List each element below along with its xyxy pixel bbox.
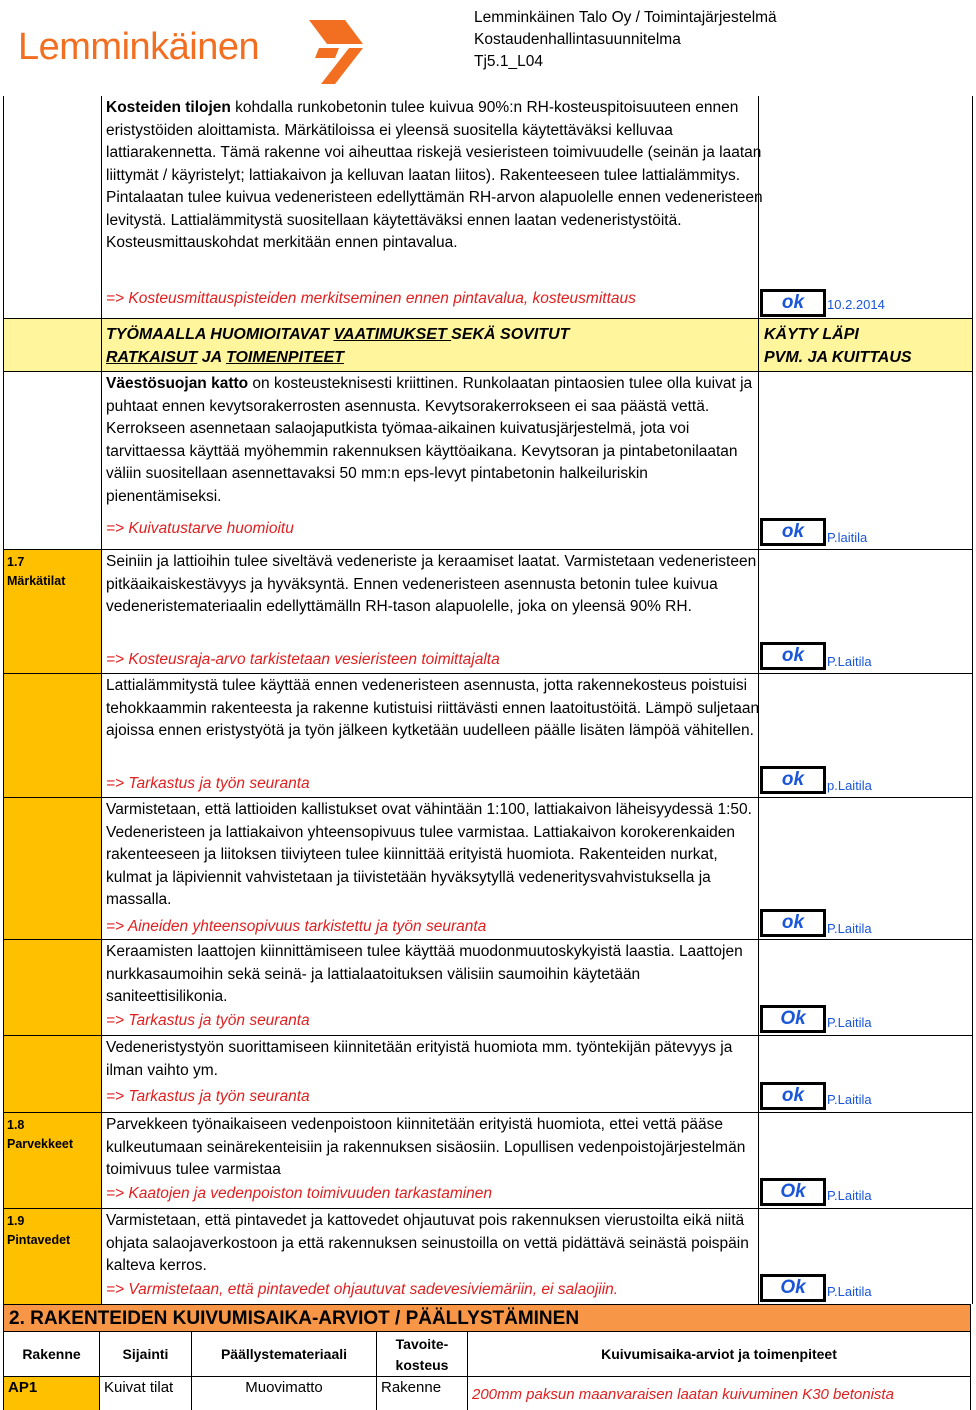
table-row [4,96,972,318]
signoff-name: P.Laitila [827,1188,872,1203]
company-logo [18,14,363,86]
band-title [106,323,746,369]
row-text [101,1113,763,1182]
row-text [101,940,763,1009]
row-note: => Kosteusmittauspisteiden merkitseminen ennen pintavalua, kosteusmittaus [106,290,636,307]
row-body: Parvekkeen työnaikaiseen vedenpoistoon kiinnitetään erityistä huomiota, ettei vettä pääse kulkeutumaan seinärekenteisiin ja rakennuksen sisäosiin. Lopullisen vedenpoistojärjestelmän toimivuus tulee varmistaa [106,1116,746,1178]
category-cell [4,96,102,318]
check-cell [758,96,973,318]
row-text [101,1209,763,1278]
logo-text: Lemminkäinen [18,26,260,68]
row-body: Vedeneristystyön suorittamiseen kiinnitetään erityistä huomiota mm. työntekijän pätevyys ja ilman vaihto ym. [106,1039,733,1079]
document-header [474,7,777,73]
row-body: Varmistetaan, että pintavedet ja kattovedet ohjautuvat pois rakennuksen vierustoilta eikä niitä ohjata salaojaverkostoon ja että rakennuksen seinustoilla on vettä pidättävä seinästä poispäin kalteva kerros. [106,1212,749,1274]
row-note: => Tarkastus ja työn seuranta [106,775,310,792]
band-right-heading [758,319,912,372]
category-number: 1.7 [7,555,25,569]
col-header-rakenne: Rakenne [3,1332,100,1377]
category-label: Pintavedet [7,1233,71,1247]
row-text [101,798,763,912]
row-body: Keraamisten laattojen kiinnittämiseen tulee käyttää muodonmuutoskykyistä laastia. Laattojen nurkkasaumoihin sekä seinä- ja lattialaatoituksen välisiin saumoihin käytetään saniteettisilikonia. [106,943,743,1005]
cell-sijainti: Kuivat tilat [100,1377,192,1410]
ok-checkbox[interactable]: ok [760,518,826,546]
band-title-part: SEKÄ SOVITUT [451,326,570,343]
row-text [101,372,763,507]
row-note: => Tarkastus ja työn seuranta [106,1088,310,1105]
ok-checkbox[interactable]: Ok [760,1274,826,1302]
band-title-part: TYÖMAALLA HUOMIOITAVAT [106,326,334,343]
row-body: Lattialämmitystä tulee käyttää ennen vedeneristeen asennusta, jotta rakennekosteus poistuisi tehokkaammin rakenteesta ja rakenne kutistuisi riittävästi ennen laatoitustöitä. Lämpö suljetaan ajoissa ennen eristystyötä ja työn jälkeen kytketään uudelleen päälle lisäten lämpöä vähitellen. [106,677,760,739]
signoff-name: P.Laitila [827,1015,872,1030]
cell-tavoite: Rakenne [377,1377,468,1410]
category-number: 1.9 [7,1214,25,1228]
col-header-kuivumisaika: Kuivumisaika-arviot ja toimenpiteet [468,1332,971,1377]
row-text [101,96,763,255]
ok-checkbox[interactable]: Ok [760,1178,826,1206]
row-note: => Tarkastus ja työn seuranta [106,1012,310,1029]
row-note: => Kaatojen ja vedenpoiston toimivuuden tarkastaminen [106,1185,493,1202]
signoff-name: p.Laitila [827,778,872,793]
cell-kuivumisaika: 200mm paksun maanvaraisen laatan kuivuminen K30 betonista [468,1377,971,1410]
cell-rakenne: AP1 [3,1377,100,1410]
row-note: => Aineiden yhteensopivuus tarkistettu ja työn seuranta [106,918,487,935]
signoff-date: 10.2.2014 [827,297,885,312]
section-2-title: 2. RAKENTEIDEN KUIVUMISAIKA-ARVIOT / PÄÄLLYSTÄMINEN [3,1304,971,1332]
logo-mark-icon [305,14,367,86]
ok-checkbox[interactable]: ok [760,642,826,670]
row-note: => Varmistetaan, että pintavedet ohjautuvat sadevesiviemäriin, ei salaojiin. [106,1281,619,1298]
row-bold-lead: Väestösuojan katto [106,375,249,392]
category-cell [4,940,102,1036]
section-heading-band [4,318,972,372]
row-text [101,550,763,619]
col-header-tavoitekosteus: Tavoite-kosteus [377,1332,468,1377]
ok-checkbox[interactable]: ok [760,1082,826,1110]
signoff-name: P.Laitila [827,654,872,669]
row-note: => Kuivatustarve huomioitu [106,520,294,537]
row-body: Seiniin ja lattioihin tulee siveltävä vedeneriste ja keraamiset laatat. Varmistetaan vedeneristeen pitkäaikaiskestävyys ja hyväksyntä. Ennen vedeneristeen asennusta betonin tulee kuivua vedeneristemateriaalin edellyttämälln RH-tason alapuolelle, joka on yleensä 90% RH. [106,553,757,615]
category-cell [4,798,102,940]
header-line-1: Lemminkäinen Talo Oy / Toimintajärjestelmä [474,9,777,26]
ok-checkbox[interactable]: Ok [760,1005,826,1033]
header-line-3: Tj5.1_L04 [474,53,543,70]
signoff-name: P.laitila [827,530,868,545]
category-label: Märkätilat [7,574,66,588]
category-cell [4,1113,102,1209]
col-header-materiaali: Päällystemateriaali [192,1332,377,1377]
category-cell [4,550,102,674]
row-body: Varmistetaan, että lattioiden kallistukset ovat vähintään 1:100, lattiakaivon läheisyydessä 1:50. Vedeneristeen ja lattiakaivon yhteensopivuus tulee varmistaa. Lattiakaivon korokerenkaiden rakenteeseen ja liitoksen tiiviyteen tulee kiinnittää erityistä huomiota. Rakenteiden nurkat, kulmat ja läpiviennit vahvistetaan ja tiivistetään hyväksytyllä vedeneritysvahvistuksella ja massalla. [106,801,752,908]
band-left-cell [4,319,102,372]
band-title-part: JA [197,349,226,366]
header-line-2: Kostaudenhallintasuunnitelma [474,31,681,48]
category-number: 1.8 [7,1118,25,1132]
signoff-name: P.Laitila [827,921,872,936]
row-text [101,674,763,743]
row-body: kohdalla runkobetonin tulee kuivua 90%:n RH-kosteuspitoisuuteen ennen eristystöiden aloittamista. Märkätiloissa ei yleensä suositella käytettäväksi kelluvaa lattiarakennetta. Tämä rakenne voi aiheuttaa riskejä vesieristeen toimivuudelle (seinän ja laatan liittymät / käyristelyt; lattiakaivon ja kelluvan laatan liitos). Rakenteeseen tulee lattialämmitys. Pintalaatan tulee kuivua vedeneristeen edellyttämän RH-arvon alapuolelle ennen vedeneristeen levitystä. Lattialämmitystä suositellaan käytettäväksi ennen laatan vedeneristystöitä. Kosteusmittauskohdat merkitään ennen pintavalua. [106,99,763,251]
ok-checkbox[interactable]: ok [760,909,826,937]
band-right-line: KÄYTY LÄPI [764,326,859,343]
band-title-underlined: VAATIMUKSET [333,326,452,343]
band-right-line: PVM. JA KUITTAUS [764,349,912,366]
col-header-sijainti: Sijainti [100,1332,192,1377]
row-note: => Kosteusraja-arvo tarkistetaan vesieristeen toimittajalta [106,651,500,668]
category-cell [4,1209,102,1305]
band-title-underlined: RATKAISUT [106,349,198,366]
category-cell [4,674,102,798]
ok-checkbox[interactable]: ok [760,289,826,317]
category-cell [4,1036,102,1113]
row-text [101,1036,763,1082]
ok-checkbox[interactable]: ok [760,766,826,794]
band-title-underlined: TOIMENPITEET [226,349,344,366]
signoff-name: P.Laitila [827,1284,872,1299]
signoff-name: P.Laitila [827,1092,872,1107]
row-bold-lead: Kosteiden tilojen [106,99,231,116]
moisture-control-table [3,96,973,1304]
category-label: Parvekkeet [7,1137,74,1151]
cell-materiaali: Muovimatto [192,1377,377,1410]
row-body: on kosteusteknisesti kriittinen. Runkolaatan pintaosien tulee olla kuivat ja puhtaat ennen kevytsorakerrosten asennusta. Kevytsorakerrokseen ei saa päästä vettä. Kerrokseen asennetaan salaojaputkista työmaa-aikainen kuivatusjärjestelmä, jota voi tarvittaessa käyttää myöhemmin rakennuksen käyttöaikana. Kevytsoran ja pintabetonilaatan väliin suositellaan asennettavaksi 50 mm:n eps-levyt pintabetonin halkeiluriskin pienentämiseksi. [106,375,753,505]
category-cell [4,372,102,550]
